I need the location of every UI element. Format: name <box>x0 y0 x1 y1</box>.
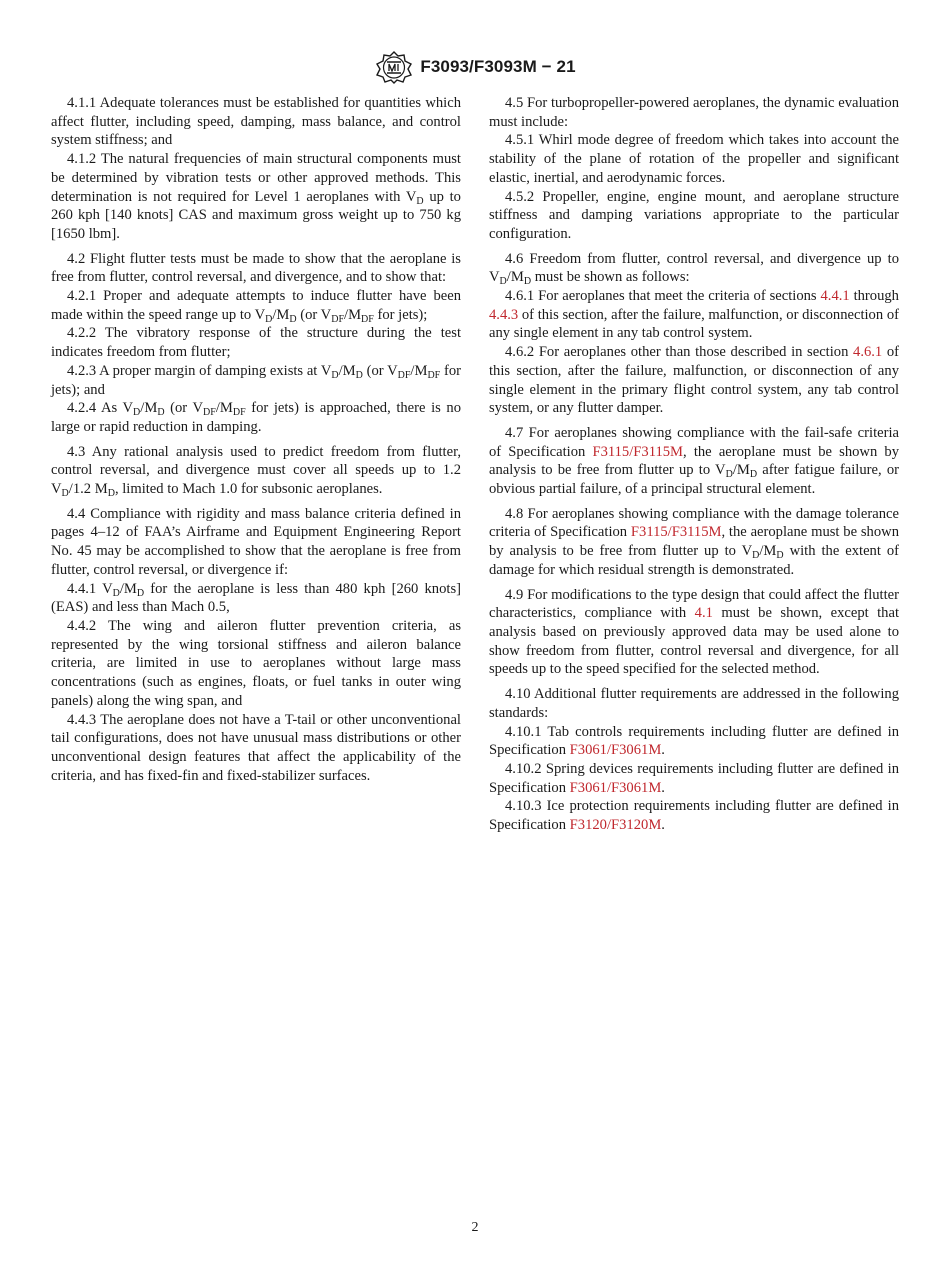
link-spec-f3115[interactable]: F3115/F3115M <box>630 524 722 541</box>
paragraph-4-10-3: 4.10.3 Ice protection requirements including flutter are defined in Specification F3120/F3120M. <box>489 798 899 834</box>
paragraph-4-10-2: 4.10.2 Spring devices requirements including flutter are defined in Specification F3061/F3061M. <box>489 760 899 796</box>
paragraph-4-5-1: 4.5.1 Whirl mode degree of freedom which takes into account the stability of the plane of rotation of the propeller and significant elastic, inertial, and aerodynamic forces. <box>489 132 899 186</box>
paragraph-4-2-3: 4.2.3 A proper margin of damping exists at $V_D/M_D$ (or $V_{DF}/M_{DF}$ for jets); and <box>51 362 461 398</box>
paragraph-4-4-3: 4.4.3 The aeroplane does not have a T-tail or other unconventional tail configurations, does not have unusual mass distributions or other unconventional design features that affect the applicability of the criteria, and has fixed-fin and fixed-stabilizer surfaces. <box>51 711 461 784</box>
page-number: 2 <box>471 1220 479 1235</box>
paragraph-4-5: 4.5 For turbopropeller-powered aeroplanes, the dynamic evaluation must include: <box>489 95 899 130</box>
paragraph-4-2-1: 4.2.1 Proper and adequate attempts to induce flutter have been made within the speed range up to $V_D/M_D$ (or $V_{DF}/M_{DF}$ for jets); <box>51 288 461 325</box>
astm-logo-icon <box>374 50 414 84</box>
paragraph-4-1-1: 4.1.1 Adequate tolerances must be established for quantities which affect flutter, including speed, damping, mass balance, and control system stiffness; and <box>51 95 461 149</box>
link-spec-f3120[interactable]: F3120/F3120M <box>569 817 662 834</box>
paragraph-4-10: 4.10 Additional flutter requirements are addressed in the following standards: <box>489 686 899 721</box>
paragraph-4-6-1: 4.6.1 For aeroplanes that meet the criteria of sections 4.4.1 through 4.4.3 of this section, after the failure, malfunction, or disconnection of any single element in any tab control system. <box>489 288 899 342</box>
paragraph-4-4: 4.4 Compliance with rigidity and mass balance criteria defined in pages 4–12 of FAA’s Airframe and Equipment Engineering Report No. 45 may be accomplished to show that the aeroplane is free from flutter, control reversal, or divergence if: <box>51 505 461 578</box>
link-section-4-6-1[interactable]: 4.6.1 <box>853 344 883 361</box>
link-section-4-4-1[interactable]: 4.4.1 <box>820 288 850 305</box>
right-column <box>489 94 899 835</box>
paragraph-4-7: 4.7 For aeroplanes showing compliance with the fail-safe criteria of Specification F3115/F3115M, the aeroplane must be shown by analysis to be free from flutter up to $V_D/M_D$ after fatigue failure, or obvious partial failure, of a principal structural element. <box>489 424 899 498</box>
link-section-4-1[interactable]: 4.1 <box>694 605 713 622</box>
paragraph-4-5-2: 4.5.2 Propeller, engine, engine mount, and aeroplane structure stiffness and damping variations appropriate to the particular configuration. <box>489 188 899 242</box>
paragraph-4-9: 4.9 For modifications to the type design that could affect the flutter characteristics, compliance with 4.1 must be shown, except that analysis based on previously approved data may be used alone to show freedom from flutter, control reversal and divergence, for all speeds up to the speed specified for the selected method. <box>489 586 900 678</box>
paragraph-4-6: 4.6 Freedom from flutter, control reversal, and divergence up to $V_D/M_D$ must be shown as follows: <box>489 250 899 288</box>
left-column <box>51 94 461 785</box>
page-header <box>0 50 950 84</box>
document-designation: F3093/F3093M − 21 <box>420 57 576 76</box>
paragraph-4-2-2: 4.2.2 The vibratory response of the structure during the test indicates freedom from flutter; <box>51 325 461 361</box>
paragraph-4-2-4: 4.2.4 As $V_D/M_D$ (or $V_{DF}/M_{DF}$ for jets) is approached, there is no large or rapid reduction in damping. <box>51 400 461 435</box>
link-section-4-4-3[interactable]: 4.4.3 <box>489 306 519 323</box>
link-spec-f3061[interactable]: F3061/F3061M <box>569 779 662 796</box>
paragraph-4-8: 4.8 For aeroplanes showing compliance with the damage tolerance criteria of Specification F3115/F3115M, the aeroplane must be shown by analysis to be free from flutter up to $V_D/M_D$ with the extent of damage for which residual strength is demonstrated. <box>489 505 899 578</box>
paragraph-4-6-2: 4.6.2 For aeroplanes other than those described in section 4.6.1 of this section, after the failure, malfunction, or disconnection of any single element in the primary flight control system, any tab control system, or any flutter damper. <box>489 344 899 417</box>
paragraph-4-4-1: 4.4.1 $V_D/M_D$ for the aeroplane is less than 480 kph [260 knots] (EAS) and less than Mach 0.5, <box>51 580 461 616</box>
paragraph-4-1-2: 4.1.2 The natural frequencies of main structural components must be determined by vibration tests or other approved methods. This determination is not required for Level 1 aeroplanes with $V_D$ up to 260 kph [140 knots] CAS and maximum gross weight up to 750 kg [1650 lbm]. <box>51 151 461 242</box>
paragraph-4-2: 4.2 Flight flutter tests must be made to show that the aeroplane is free from flutter, control reversal, and divergence, and to show that: <box>51 250 461 286</box>
paragraph-4-10-1: 4.10.1 Tab controls requirements including flutter are defined in Specification F3061/F3061M. <box>489 723 899 759</box>
link-spec-f3061[interactable]: F3061/F3061M <box>569 742 662 759</box>
paragraph-4-3: 4.3 Any rational analysis used to predict freedom from flutter, control reversal, and divergence must cover all speeds up to 1.2 $V_D/1.2$ $M_D$, limited to Mach 1.0 for subsonic aeroplanes. <box>51 443 461 500</box>
link-spec-f3115[interactable]: F3115/F3115M <box>592 443 684 460</box>
paragraph-4-4-2: 4.4.2 The wing and aileron flutter prevention criteria, as represented by the wing torsional stiffness and aileron balance criteria, are limited in use to aeroplanes without large mass concentrations (such as engines, floats, or fuel tanks in outer wing panels) along the wing span, and <box>51 617 461 709</box>
